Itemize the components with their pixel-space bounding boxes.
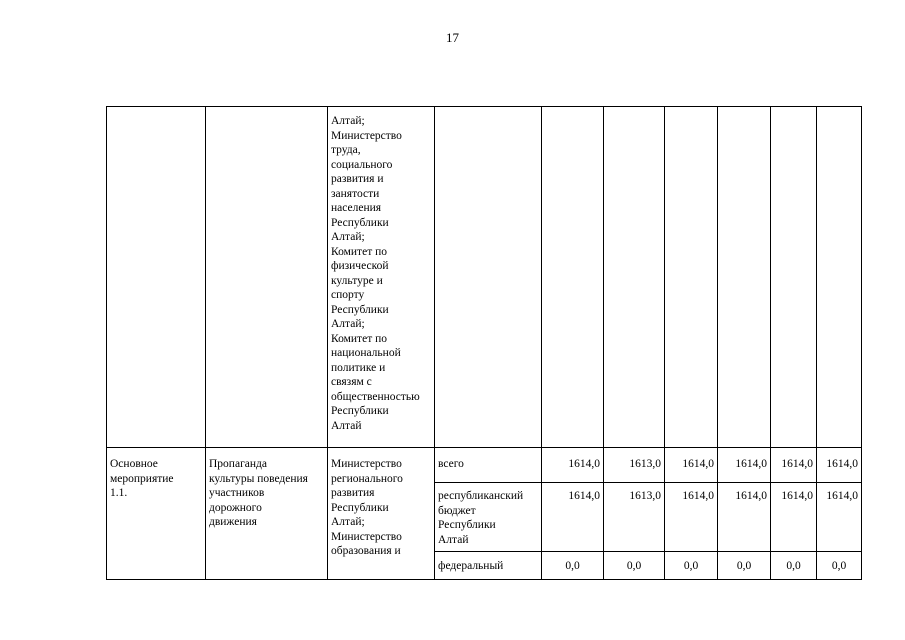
value-cell-empty — [771, 107, 817, 448]
value-cell: 1614,0 — [718, 483, 771, 552]
funding-source-cell-empty — [435, 107, 542, 448]
value-cell: 0,0 — [718, 552, 771, 580]
funding-source-cell: республиканский бюджет Республики Алтай — [435, 483, 542, 552]
value-cell-empty — [665, 107, 718, 448]
value-cell: 1613,0 — [604, 483, 665, 552]
value-cell: 0,0 — [665, 552, 718, 580]
value-cell: 1614,0 — [718, 448, 771, 483]
value-cell: 1613,0 — [604, 448, 665, 483]
activity-name-cell-empty — [107, 107, 206, 448]
value-cell: 1614,0 — [771, 448, 817, 483]
value-cell: 0,0 — [542, 552, 604, 580]
value-cell-empty — [604, 107, 665, 448]
activity-description-cell-empty — [206, 107, 328, 448]
value-cell-empty — [542, 107, 604, 448]
executors-cell: Министерство регионального развития Республики Алтай; Министерство образования и — [328, 448, 435, 580]
value-cell: 0,0 — [817, 552, 862, 580]
table-row-total — [107, 448, 862, 483]
funding-source-cell: федеральный — [435, 552, 542, 580]
page-number: 17 — [446, 30, 459, 45]
value-cell: 1614,0 — [817, 483, 862, 552]
funding-table — [106, 106, 862, 580]
value-cell: 1614,0 — [771, 483, 817, 552]
executors-cell: Алтай; Министерство труда, социального развития и занятости населения Республики Алтай; Комитет по физической культуре и спорту Республики Алтай; Комитет по национальной политике и связям с общественностью Республики Алтай — [328, 107, 435, 448]
value-cell: 1614,0 — [542, 448, 604, 483]
value-cell-empty — [718, 107, 771, 448]
funding-source-cell: всего — [435, 448, 542, 483]
value-cell: 0,0 — [604, 552, 665, 580]
activity-description-cell: Пропаганда культуры поведения участников дорожного движения — [206, 448, 328, 580]
activity-name-cell: Основное мероприятие 1.1. — [107, 448, 206, 580]
table-row-continuation — [107, 107, 862, 448]
value-cell: 0,0 — [771, 552, 817, 580]
value-cell-empty — [817, 107, 862, 448]
value-cell: 1614,0 — [817, 448, 862, 483]
value-cell: 1614,0 — [542, 483, 604, 552]
value-cell: 1614,0 — [665, 483, 718, 552]
value-cell: 1614,0 — [665, 448, 718, 483]
